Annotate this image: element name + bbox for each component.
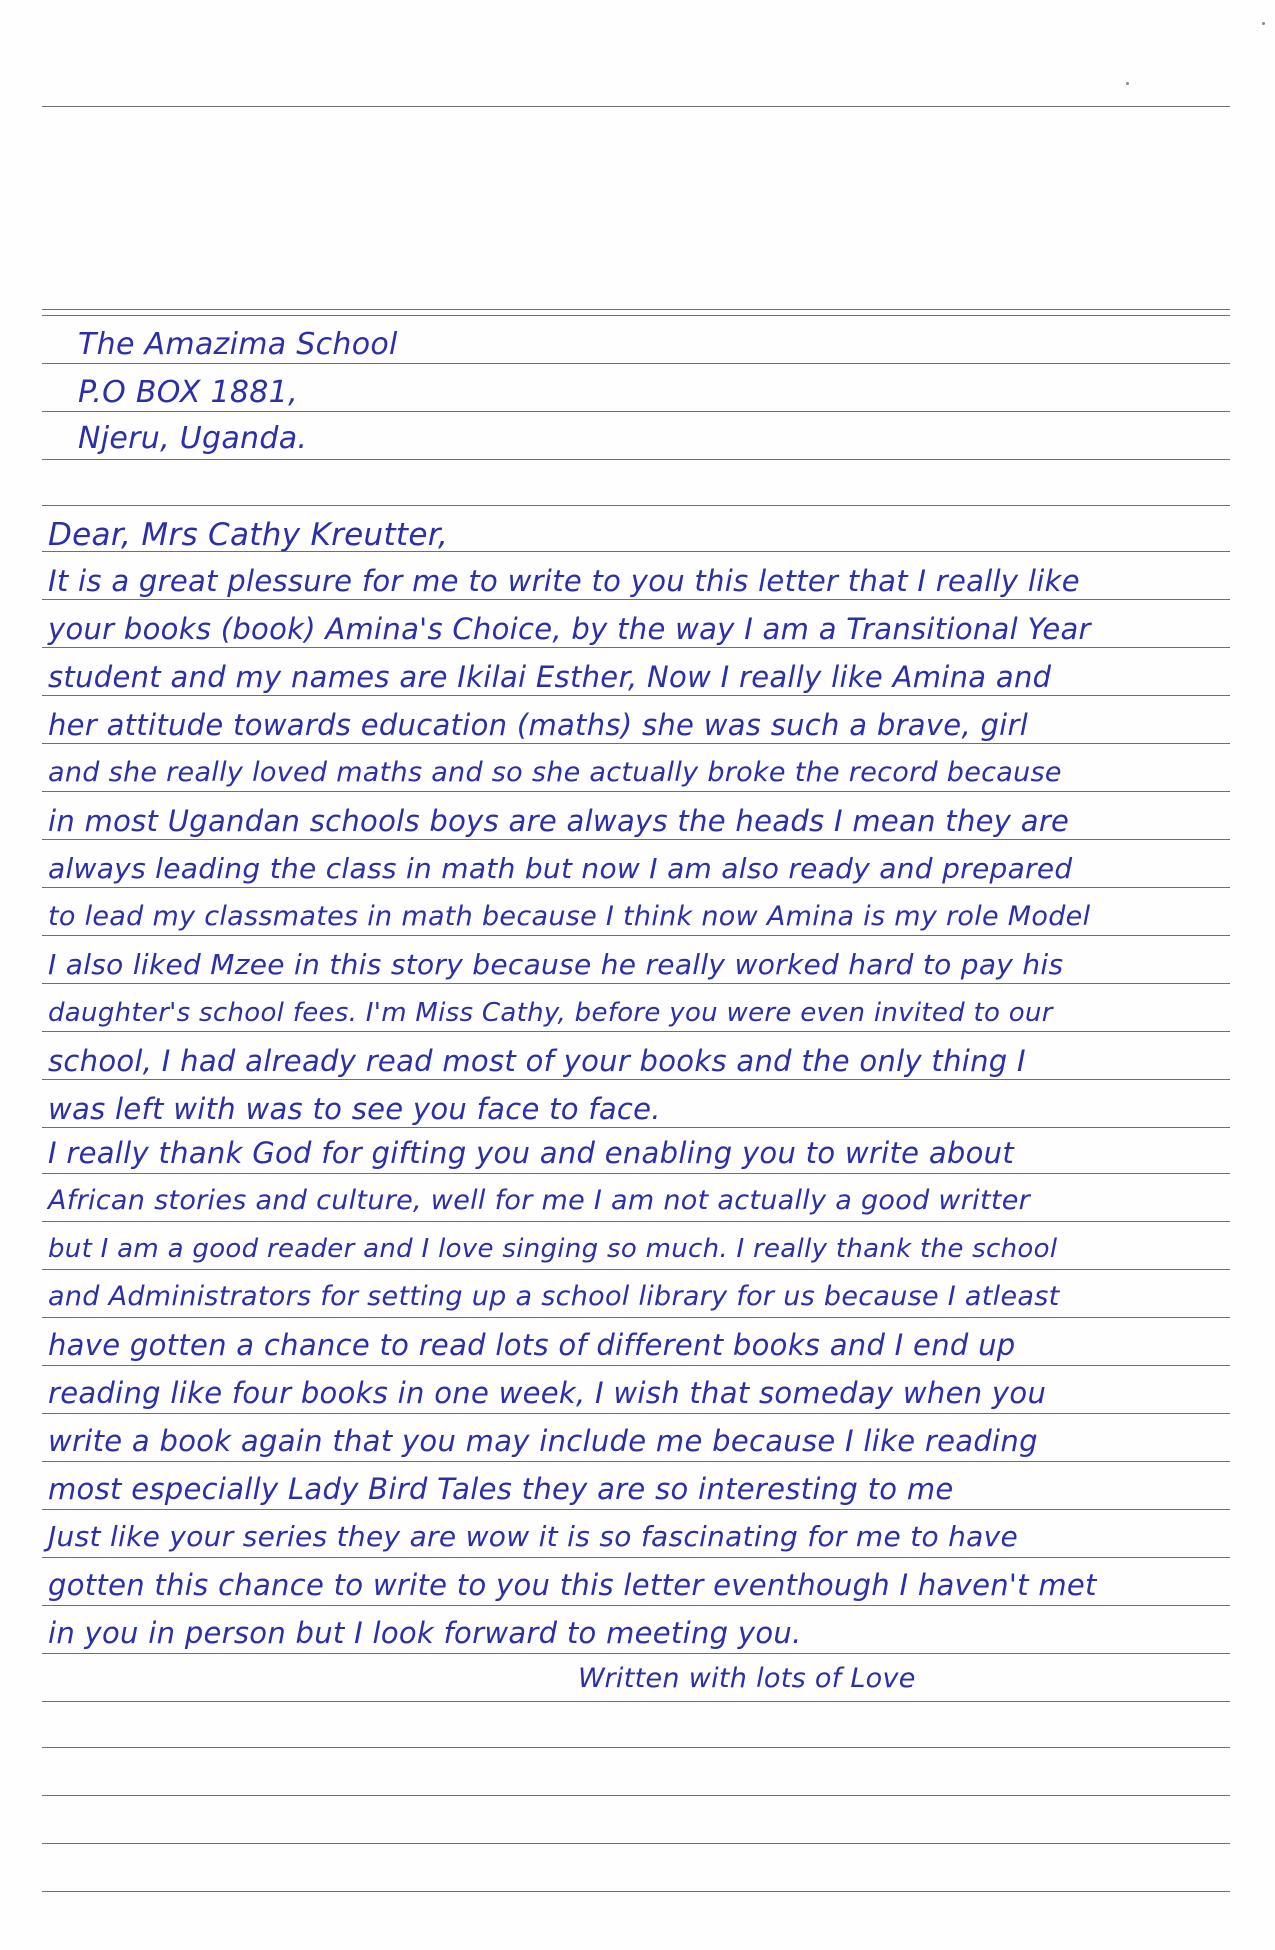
body-line: reading like four books in one week, I wish that someday when you <box>48 1376 1047 1410</box>
ruled-line <box>42 1173 1230 1174</box>
body-line: write a book again that you may include me because I like reading <box>48 1424 1038 1458</box>
body-line: have gotten a chance to read lots of different books and I end up <box>48 1328 1016 1362</box>
ruled-line <box>42 1365 1230 1366</box>
body-line: but I am a good reader and I love singing so much. I really thank the school <box>48 1234 1058 1264</box>
ruled-line <box>42 309 1230 310</box>
ruled-line <box>42 1557 1230 1558</box>
ruled-line <box>42 505 1230 506</box>
body-line: African stories and culture, well for me I am not actually a good writter <box>48 1185 1031 1216</box>
body-line: I really thank God for gifting you and enabling you to write about <box>48 1136 1014 1170</box>
body-line: daughter's school fees. I'm Miss Cathy, before you were even invited to our <box>48 998 1053 1028</box>
ruled-line <box>42 1269 1230 1270</box>
ruled-line <box>42 1605 1230 1606</box>
paper-speck <box>1126 82 1129 85</box>
ruled-line <box>42 459 1230 460</box>
closing-signoff: Written with lots of Love <box>578 1663 916 1694</box>
body-line: your books (book) Amina's Choice, by the way I am a Transitional Year <box>48 612 1091 646</box>
body-line: in you in person but I look forward to meeting you. <box>48 1616 802 1650</box>
paper-speck <box>1262 22 1265 25</box>
ruled-line <box>42 1317 1230 1318</box>
address-line: The Amazima School <box>78 327 398 362</box>
address-line: P.O BOX 1881, <box>78 375 298 410</box>
body-line: Just like your series they are wow it is so fascinating for me to have <box>48 1520 1019 1553</box>
body-line: most especially Lady Bird Tales they are so interesting to me <box>48 1472 954 1506</box>
ruled-line <box>42 1653 1230 1654</box>
ruled-line <box>42 1221 1230 1222</box>
ruled-line <box>42 1461 1230 1462</box>
body-line: student and my names are Ikilai Esther, Now I really like Amina and <box>48 660 1052 694</box>
body-line: I also liked Mzee in this story because he really worked hard to pay his <box>48 948 1064 981</box>
body-line: was left with was to see you face to face. <box>48 1092 661 1126</box>
ruled-line <box>42 315 1230 316</box>
address-line: Njeru, Uganda. <box>78 421 308 456</box>
body-line: in most Ugandan schools boys are always the heads I mean they are <box>48 804 1070 838</box>
salutation: Dear, Mrs Cathy Kreutter, <box>48 517 449 553</box>
body-line: and Administrators for setting up a school library for us because I atleast <box>48 1281 1060 1312</box>
ruled-line <box>42 106 1230 107</box>
ruled-line <box>42 1701 1230 1702</box>
body-line: school, I had already read most of your books and the only thing I <box>48 1044 1026 1078</box>
body-line: It is a great plessure for me to write to you this letter that I really like <box>48 564 1080 598</box>
body-line: and she really loved maths and so she actually broke the record because <box>48 757 1062 788</box>
body-line: gotten this chance to write to you this letter eventhough I haven't met <box>48 1568 1097 1602</box>
ruled-line <box>42 1795 1230 1796</box>
ruled-line <box>42 1747 1230 1748</box>
body-line: her attitude towards education (maths) she was such a brave, girl <box>48 708 1029 742</box>
ruled-line <box>42 1891 1230 1892</box>
body-line: always leading the class in math but now I am also ready and prepared <box>48 852 1073 885</box>
ruled-line <box>42 1509 1230 1510</box>
ruled-line <box>42 1843 1230 1844</box>
ruled-line <box>42 1413 1230 1414</box>
body-line: to lead my classmates in math because I think now Amina is my role Model <box>48 901 1091 932</box>
